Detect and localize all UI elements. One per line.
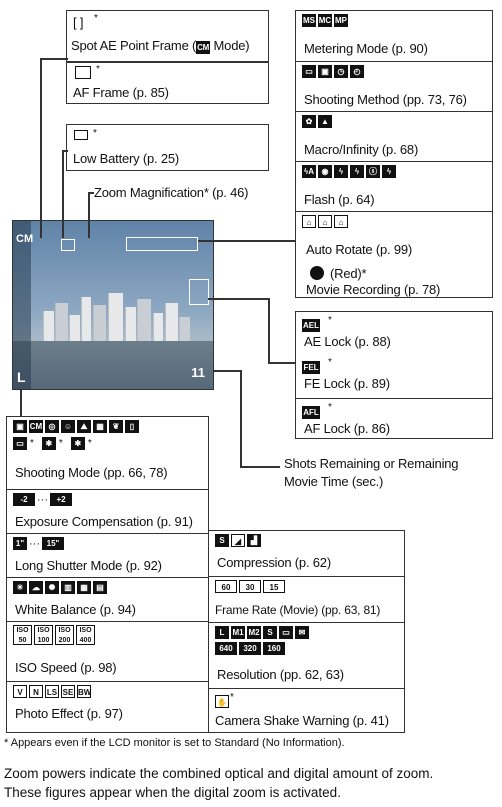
spot-ae-label: Spot AE Point Frame (CM Mode) <box>71 38 250 53</box>
wb-icon: ▤ <box>93 581 107 594</box>
resolution-icon: M1 <box>232 628 244 637</box>
battery-icon <box>74 130 88 140</box>
iso-icon: ISO 200 <box>55 625 74 645</box>
photo-effect-icon: V <box>13 685 27 698</box>
shutter-min-icon: 1" <box>13 537 27 550</box>
screen-size-icon: L <box>17 369 26 385</box>
infinity-icon: ▲ <box>318 115 332 128</box>
af-lock-label: AF Lock (p. 86) <box>304 421 390 436</box>
resolution-icon: ▭ <box>279 626 293 639</box>
lcd-screen <box>12 220 214 390</box>
record-dot-icon <box>310 266 324 280</box>
shooting-mode-icon: ⛰ <box>77 420 91 433</box>
exposure-max-icon: +2 <box>50 493 72 506</box>
auto-rotate-icon: ⌂ <box>318 215 332 228</box>
photo-effect-icon: N <box>29 685 43 698</box>
wb-icon: ▦ <box>77 581 91 594</box>
photo-effect-label: Photo Effect (p. 97) <box>15 706 123 721</box>
frame-rate-cell <box>209 576 404 622</box>
shooting-mode-icon: ▯ <box>125 420 139 433</box>
fe-lock-icon: FEL <box>303 363 319 372</box>
camera-shake-icon: ✋ <box>215 695 229 708</box>
zoom-label: Zoom Magnification* (p. 46) <box>94 185 249 200</box>
iso-label: ISO Speed (p. 98) <box>15 660 117 675</box>
screen-battery-icon <box>61 239 75 251</box>
shutter-max-icon: 15" <box>42 537 64 550</box>
wb-icon: ✺ <box>45 581 59 594</box>
photo-effect-icon: SE <box>61 685 75 698</box>
screen-mode-icon: CM <box>16 233 34 245</box>
resolution-icon: 160 <box>263 642 285 655</box>
spot-ae-icon: [ ] <box>73 15 84 30</box>
wb-icon: ☀ <box>13 581 27 594</box>
iso-icon: ISO 400 <box>76 625 95 645</box>
photo-effect-cell <box>7 681 208 734</box>
resolution-icon: ✉ <box>295 626 309 639</box>
frame-rate-label: Frame Rate (Movie) (pp. 63, 81) <box>215 603 381 617</box>
exposure-label: Exposure Compensation (p. 91) <box>15 514 193 529</box>
screen-shots-count: 11 <box>191 365 205 380</box>
lock-box <box>295 311 493 439</box>
shooting-mode-icon: CM <box>29 422 43 431</box>
metering-cell <box>296 11 492 61</box>
compression-icon: ▟ <box>247 534 261 547</box>
screen-lock-icons <box>189 279 209 305</box>
macro-label: Macro/Infinity (p. 68) <box>304 142 419 157</box>
resolution-icon: S <box>263 626 277 639</box>
ae-lock-icon: AEL <box>303 321 319 330</box>
shooting-mode-icon: ✱ <box>42 437 56 450</box>
iso-icon: ISO 50 <box>13 625 32 645</box>
footnote: * Appears even if the LCD monitor is set to Standard (No Information). <box>4 737 345 749</box>
metering-label: Metering Mode (p. 90) <box>304 41 428 56</box>
shooting-method-icon: ◷ <box>334 65 348 78</box>
compression-cell <box>209 531 404 576</box>
cm-mode-icon: CM <box>197 43 210 52</box>
compression-icon: ◢ <box>231 534 245 547</box>
movie-red-text: (Red)* <box>330 266 367 281</box>
left-bottom-box <box>6 416 209 733</box>
exposure-cell: -2 ··· +2 Exposure Compensation (p. 91) <box>7 489 208 533</box>
resolution-label: Resolution (pp. 62, 63) <box>217 667 344 682</box>
shake-label: Camera Shake Warning (p. 41) <box>215 713 389 728</box>
exposure-min-icon: -2 <box>13 493 35 506</box>
low-battery-label: Low Battery (p. 25) <box>73 151 180 166</box>
resolution-icon: L <box>215 626 229 639</box>
shooting-method-label: Shooting Method (pp. 73, 76) <box>304 92 467 107</box>
frame-rate-icon: 60 <box>215 580 237 593</box>
shooting-mode-icon: ▣ <box>13 420 27 433</box>
wb-icon: ▥ <box>61 581 75 594</box>
flash-icon: ϟ <box>382 165 396 178</box>
shooting-mode-icon: ✱ <box>71 437 85 450</box>
shooting-method-icon: ▣ <box>318 65 332 78</box>
wb-icon: ☁ <box>29 581 43 594</box>
shooting-mode-icon: ▦ <box>93 420 107 433</box>
metering-icon: MC <box>318 16 332 25</box>
white-balance-cell <box>7 577 208 621</box>
flash-icon: ϟ <box>350 165 364 178</box>
resolution-cell <box>209 622 404 688</box>
flash-cell <box>296 161 492 211</box>
compression-icon: S <box>215 534 229 547</box>
flash-icon: ϟA <box>303 167 314 176</box>
movie-label: Movie Recording (p. 78) <box>306 282 441 297</box>
shots-remaining-label: Shots Remaining or Remaining Movie Time (sec.) <box>284 456 459 489</box>
shooting-mode-icon: ◎ <box>45 420 59 433</box>
auto-rotate-icon: ⌂ <box>302 215 316 228</box>
shooting-mode-icon: ☺ <box>61 420 75 433</box>
right-bottom-box <box>208 530 405 733</box>
photo-effect-icon: LS <box>45 685 59 698</box>
long-shutter-label: Long Shutter Mode (p. 92) <box>15 558 162 573</box>
metering-icon: MP <box>335 16 347 25</box>
metering-icons <box>302 14 486 27</box>
fe-lock-cell: FEL * FE Lock (p. 89) <box>303 357 390 391</box>
right-top-box <box>295 10 493 298</box>
screen-status-icons <box>126 237 198 251</box>
ae-lock-label: AE Lock (p. 88) <box>304 334 391 349</box>
shooting-mode-cell: ▣ CM ◎ ☺ ⛰ ▦ ❦ ▯ ▭ * ✱ * ✱ * Shooting Mode (pp. 66, 78) <box>15 422 168 480</box>
auto-rotate-label: Auto Rotate (p. 99) <box>306 242 413 257</box>
water <box>13 341 213 389</box>
iso-cell <box>7 621 208 681</box>
flash-label: Flash (p. 64) <box>304 192 375 207</box>
metering-icon: MS <box>303 16 315 25</box>
shooting-method-cell <box>296 61 492 111</box>
resolution-icon: M2 <box>248 628 260 637</box>
auto-rotate-icon: ⌂ <box>334 215 348 228</box>
long-shutter-cell: 1" ··· 15" Long Shutter Mode (p. 92) <box>7 533 208 577</box>
flash-icon: ⓢ <box>366 165 380 178</box>
shooting-method-icon: ▭ <box>302 65 316 78</box>
shake-cell: ✋ * Camera Shake Warning (p. 41) <box>209 688 404 734</box>
af-frame-label: AF Frame (p. 85) <box>73 85 169 100</box>
spot-ae-box: [ ] * Spot AE Point Frame (CM Mode) * AF Frame (p. 85) <box>66 10 269 104</box>
photo-effect-icon: BW <box>77 685 91 698</box>
fe-lock-label: FE Lock (p. 89) <box>304 376 390 391</box>
resolution-icon: 320 <box>239 642 261 655</box>
iso-icon: ISO 100 <box>34 625 53 645</box>
white-balance-label: White Balance (p. 94) <box>15 602 136 617</box>
resolution-icon: 640 <box>215 642 237 655</box>
shooting-method-icon: ◴ <box>350 65 364 78</box>
shooting-mode-label: Shooting Mode (pp. 66, 78) <box>15 465 168 480</box>
shooting-mode-icon: ▭ <box>13 437 27 450</box>
af-lock-cell: AFL * AF Lock (p. 86) <box>296 398 492 440</box>
flash-icon: ϟ <box>334 165 348 178</box>
af-lock-icon: AFL <box>303 408 319 417</box>
macro-cell <box>296 111 492 161</box>
frame-rate-icon: 30 <box>239 580 261 593</box>
bottom-text-line2: These figures appear when the digital zoom is activated. <box>4 785 341 800</box>
bottom-text-line1: Zoom powers indicate the combined optical and digital amount of zoom. <box>4 766 434 781</box>
af-frame-icon <box>75 66 91 79</box>
frame-rate-icon: 15 <box>263 580 285 593</box>
red-eye-icon: ◉ <box>318 165 332 178</box>
compression-label: Compression (p. 62) <box>217 555 331 570</box>
auto-rotate-cell <box>296 211 492 299</box>
ae-lock-cell: AEL * AE Lock (p. 88) <box>303 315 391 349</box>
shooting-mode-icon: ❦ <box>109 420 123 433</box>
macro-icon: ✿ <box>302 115 316 128</box>
low-battery-box: * Low Battery (p. 25) <box>66 124 269 171</box>
